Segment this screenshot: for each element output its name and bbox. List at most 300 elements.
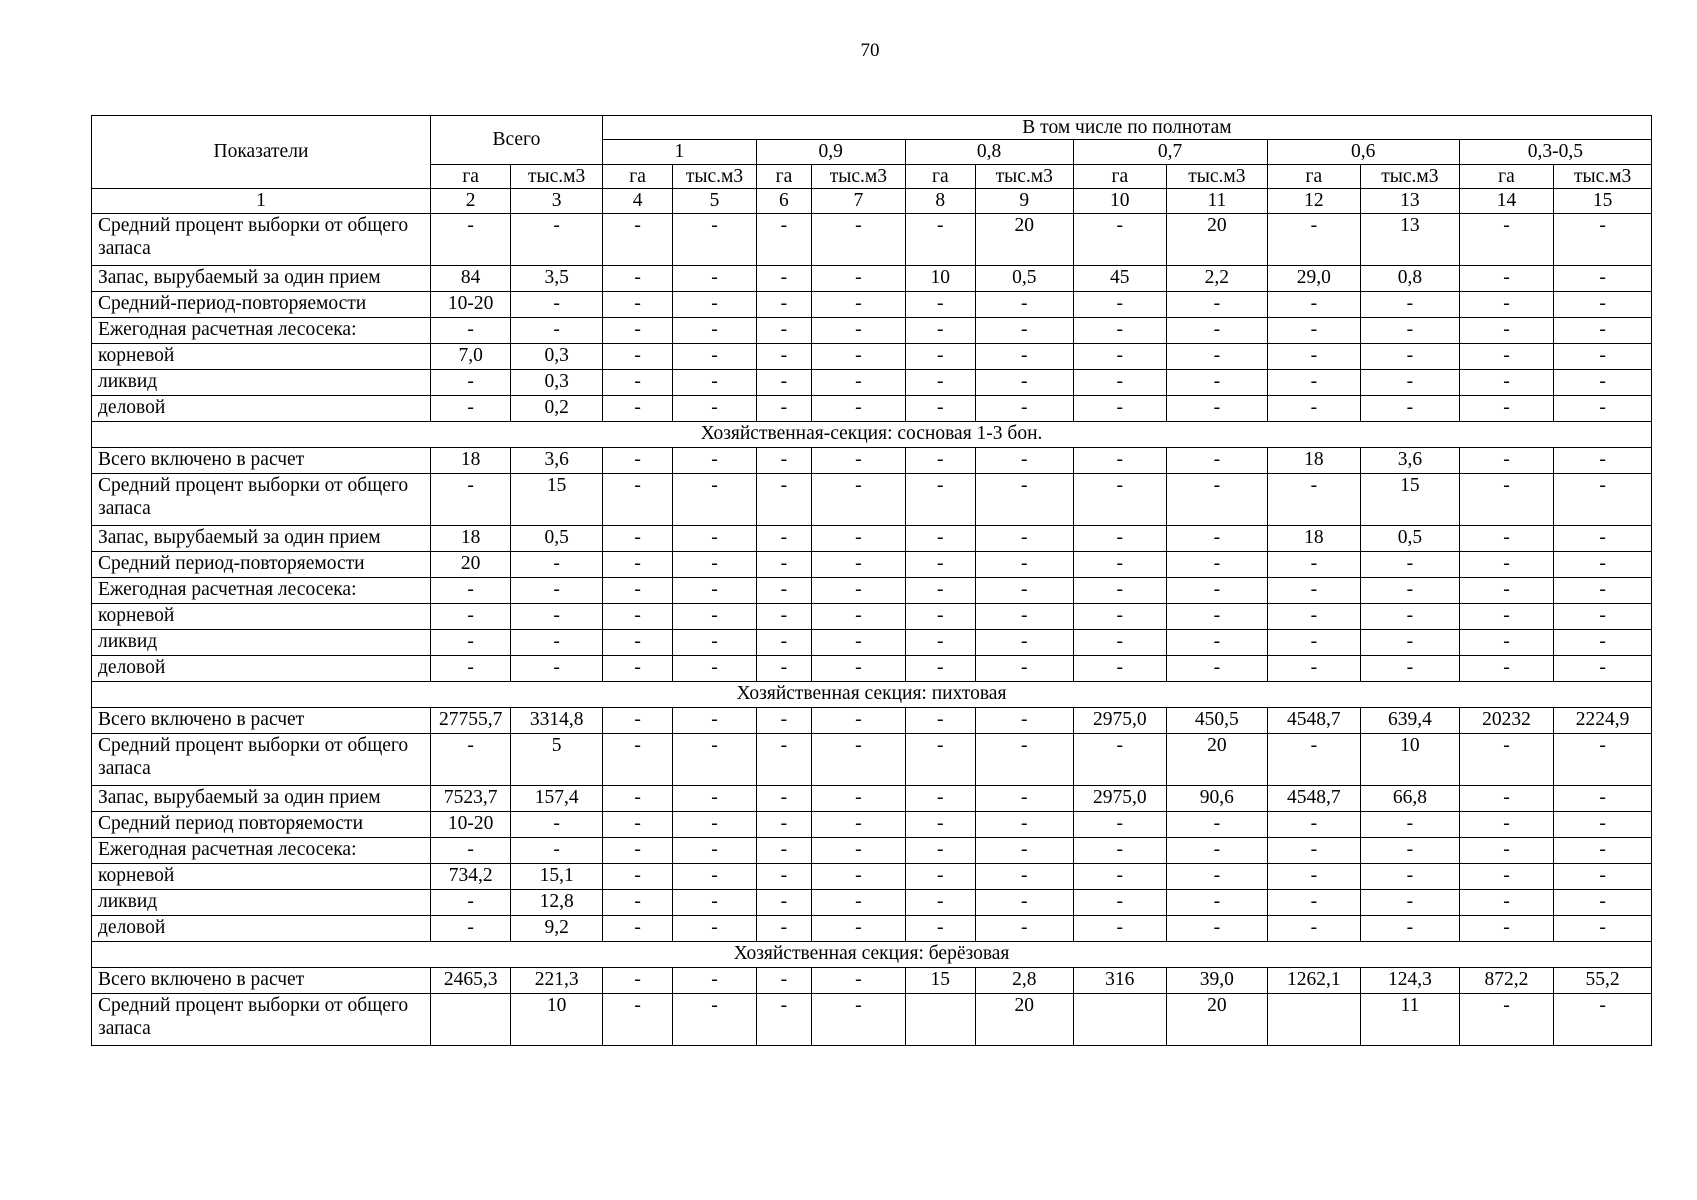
- table-cell: -: [1554, 733, 1652, 785]
- table-cell: -: [905, 811, 975, 837]
- table-cell: [905, 993, 975, 1045]
- table-cell: -: [1554, 655, 1652, 681]
- table-cell: 639,4: [1361, 707, 1460, 733]
- table-cell: -: [1073, 629, 1167, 655]
- table-cell: -: [905, 213, 975, 265]
- table-cell: -: [812, 317, 906, 343]
- table-cell: -: [905, 837, 975, 863]
- table-cell: 20: [975, 213, 1073, 265]
- table-cell: 15: [511, 473, 603, 525]
- table-cell: -: [1167, 343, 1268, 369]
- table-cell: 221,3: [511, 967, 603, 993]
- table-cell: -: [602, 343, 672, 369]
- table-cell: -: [812, 655, 906, 681]
- table-cell: -: [1459, 629, 1554, 655]
- table-cell: -: [1073, 811, 1167, 837]
- row-label: Запас, вырубаемый за один прием: [92, 785, 431, 811]
- table-cell: -: [1459, 863, 1554, 889]
- table-cell: 29,0: [1267, 265, 1361, 291]
- table-cell: -: [756, 863, 811, 889]
- table-cell: -: [905, 707, 975, 733]
- table-cell: 2465,3: [430, 967, 510, 993]
- table-cell: -: [1167, 837, 1268, 863]
- table-cell: -: [975, 655, 1073, 681]
- table-cell: -: [1267, 291, 1361, 317]
- table-row: [92, 811, 1652, 837]
- table-cell: -: [1267, 369, 1361, 395]
- table-cell: -: [1267, 551, 1361, 577]
- table-cell: -: [511, 603, 603, 629]
- table-cell: -: [1459, 291, 1554, 317]
- table-cell: 15,1: [511, 863, 603, 889]
- table-cell: -: [1267, 889, 1361, 915]
- table-cell: -: [602, 707, 672, 733]
- column-number: 8: [905, 189, 975, 213]
- table-cell: -: [1167, 655, 1268, 681]
- table-cell: -: [1459, 265, 1554, 291]
- table-cell: -: [905, 733, 975, 785]
- table-cell: -: [812, 343, 906, 369]
- column-number: 7: [812, 189, 906, 213]
- table-cell: -: [975, 395, 1073, 421]
- table-cell: -: [1361, 915, 1460, 941]
- table-cell: -: [756, 889, 811, 915]
- row-label: Средний период повторяемости: [92, 811, 431, 837]
- table-row: [92, 447, 1652, 473]
- table-cell: -: [812, 369, 906, 395]
- table-cell: -: [756, 473, 811, 525]
- table-cell: -: [1167, 369, 1268, 395]
- row-label: Всего включено в расчет: [92, 967, 431, 993]
- table-cell: -: [511, 317, 603, 343]
- table-cell: -: [673, 733, 756, 785]
- table-row: [92, 317, 1652, 343]
- table-cell: -: [756, 551, 811, 577]
- table-cell: -: [1073, 863, 1167, 889]
- unit-header: тыс.м3: [511, 164, 603, 188]
- table-cell: -: [430, 837, 510, 863]
- table-cell: -: [602, 655, 672, 681]
- row-label: Ежегодная расчетная лесосека:: [92, 317, 431, 343]
- table-cell: -: [430, 603, 510, 629]
- table-cell: -: [1267, 603, 1361, 629]
- table-cell: -: [1554, 603, 1652, 629]
- unit-header: га: [1459, 164, 1554, 188]
- table-cell: 0,2: [511, 395, 603, 421]
- table-cell: -: [602, 525, 672, 551]
- table-row: [92, 577, 1652, 603]
- table-cell: -: [1073, 655, 1167, 681]
- table-cell: -: [1554, 395, 1652, 421]
- table-cell: -: [1167, 473, 1268, 525]
- table-cell: -: [1459, 889, 1554, 915]
- table-cell: -: [1267, 811, 1361, 837]
- table-row: [92, 655, 1652, 681]
- table-cell: -: [430, 629, 510, 655]
- row-label: Средний-период-повторяемости: [92, 291, 431, 317]
- table-cell: -: [812, 889, 906, 915]
- table-row: [92, 525, 1652, 551]
- table-cell: -: [673, 291, 756, 317]
- table-cell: -: [602, 785, 672, 811]
- table-cell: -: [1361, 811, 1460, 837]
- table-cell: -: [673, 993, 756, 1045]
- row-label: корневой: [92, 603, 431, 629]
- table-cell: -: [1554, 551, 1652, 577]
- column-number-row: [92, 189, 1652, 213]
- table-row: [92, 213, 1652, 265]
- table-cell: -: [905, 343, 975, 369]
- table-cell: -: [1459, 655, 1554, 681]
- table-cell: -: [673, 863, 756, 889]
- density-header: 0,9: [756, 140, 905, 164]
- table-cell: -: [673, 785, 756, 811]
- table-cell: -: [1554, 343, 1652, 369]
- table-cell: -: [1267, 863, 1361, 889]
- table-cell: -: [673, 655, 756, 681]
- row-label: Средний процент выборки от общего запаса: [92, 473, 431, 525]
- row-label: корневой: [92, 863, 431, 889]
- table-cell: 20: [1167, 213, 1268, 265]
- section-header-row: [92, 681, 1652, 707]
- table-cell: -: [1554, 629, 1652, 655]
- table-cell: -: [1167, 915, 1268, 941]
- table-cell: -: [1459, 213, 1554, 265]
- unit-header: га: [905, 164, 975, 188]
- unit-header: тыс.м3: [1167, 164, 1268, 188]
- table-cell: -: [975, 811, 1073, 837]
- unit-header: га: [602, 164, 672, 188]
- table-cell: -: [1361, 369, 1460, 395]
- table-cell: -: [1073, 213, 1167, 265]
- table-cell: -: [975, 603, 1073, 629]
- table-cell: -: [1267, 473, 1361, 525]
- table-cell: 0,5: [975, 265, 1073, 291]
- forest-indicators-table: [91, 115, 1652, 1046]
- table-cell: 7523,7: [430, 785, 510, 811]
- table-cell: -: [812, 785, 906, 811]
- row-label: Ежегодная расчетная лесосека:: [92, 837, 431, 863]
- column-number: 3: [511, 189, 603, 213]
- table-cell: -: [1167, 291, 1268, 317]
- section-header-row: [92, 941, 1652, 967]
- table-cell: 5: [511, 733, 603, 785]
- table-cell: -: [1361, 577, 1460, 603]
- table-cell: -: [1073, 733, 1167, 785]
- table-cell: -: [511, 655, 603, 681]
- table-cell: -: [1459, 733, 1554, 785]
- table-cell: 0,3: [511, 369, 603, 395]
- density-header: 0,3-0,5: [1459, 140, 1651, 164]
- table-cell: 3,6: [511, 447, 603, 473]
- table-cell: -: [1459, 369, 1554, 395]
- table-cell: -: [756, 447, 811, 473]
- table-cell: -: [1459, 993, 1554, 1045]
- row-label: Средний процент выборки от общего запаса: [92, 733, 431, 785]
- table-cell: -: [812, 967, 906, 993]
- table-cell: -: [673, 525, 756, 551]
- table-cell: -: [430, 213, 510, 265]
- table-cell: -: [756, 733, 811, 785]
- table-cell: 2975,0: [1073, 785, 1167, 811]
- table-cell: -: [812, 915, 906, 941]
- table-cell: -: [975, 863, 1073, 889]
- table-row: [92, 863, 1652, 889]
- table-cell: -: [975, 707, 1073, 733]
- table-cell: [430, 993, 510, 1045]
- table-cell: [1267, 993, 1361, 1045]
- table-cell: 0,5: [1361, 525, 1460, 551]
- table-cell: -: [1073, 447, 1167, 473]
- table-cell: -: [1459, 343, 1554, 369]
- row-label: деловой: [92, 915, 431, 941]
- unit-header: га: [430, 164, 510, 188]
- table-cell: -: [812, 265, 906, 291]
- table-cell: -: [1167, 863, 1268, 889]
- table-cell: -: [975, 551, 1073, 577]
- table-cell: -: [905, 915, 975, 941]
- table-row: [92, 733, 1652, 785]
- table-cell: -: [756, 707, 811, 733]
- table-cell: -: [1459, 577, 1554, 603]
- table-cell: -: [756, 291, 811, 317]
- table-cell: -: [602, 837, 672, 863]
- table-cell: -: [1361, 291, 1460, 317]
- table-cell: -: [975, 317, 1073, 343]
- table-cell: -: [430, 733, 510, 785]
- table-row: [92, 707, 1652, 733]
- table-cell: -: [673, 213, 756, 265]
- table-cell: -: [1073, 551, 1167, 577]
- table-cell: -: [975, 915, 1073, 941]
- table-cell: -: [602, 551, 672, 577]
- row-label: корневой: [92, 343, 431, 369]
- table-cell: -: [511, 629, 603, 655]
- row-label: ликвид: [92, 629, 431, 655]
- table-cell: 9,2: [511, 915, 603, 941]
- table-cell: -: [756, 655, 811, 681]
- table-cell: -: [602, 395, 672, 421]
- table-cell: -: [1459, 785, 1554, 811]
- table-cell: -: [1073, 473, 1167, 525]
- column-number: 11: [1167, 189, 1268, 213]
- table-cell: 18: [430, 447, 510, 473]
- table-cell: -: [430, 369, 510, 395]
- table-cell: -: [673, 811, 756, 837]
- table-cell: 15: [905, 967, 975, 993]
- table-cell: -: [1459, 395, 1554, 421]
- table-cell: -: [905, 603, 975, 629]
- table-cell: -: [1073, 317, 1167, 343]
- table-cell: -: [673, 369, 756, 395]
- table-cell: -: [1554, 525, 1652, 551]
- section-title: Хозяйственная-секция: сосновая 1-3 бон.: [92, 421, 1652, 447]
- table-cell: 10: [1361, 733, 1460, 785]
- unit-header: тыс.м3: [975, 164, 1073, 188]
- column-number: 6: [756, 189, 811, 213]
- table-cell: 3314,8: [511, 707, 603, 733]
- table-cell: -: [602, 603, 672, 629]
- table-cell: 0,3: [511, 343, 603, 369]
- table-cell: -: [673, 889, 756, 915]
- table-cell: 157,4: [511, 785, 603, 811]
- indicators-header: Показатели: [92, 116, 431, 189]
- table-cell: -: [756, 915, 811, 941]
- table-row: [92, 785, 1652, 811]
- table-cell: -: [602, 889, 672, 915]
- table-cell: -: [1267, 395, 1361, 421]
- table-cell: 316: [1073, 967, 1167, 993]
- table-cell: -: [756, 967, 811, 993]
- section-header-row: [92, 421, 1652, 447]
- table-cell: -: [673, 343, 756, 369]
- table-cell: -: [1554, 265, 1652, 291]
- table-cell: -: [1167, 603, 1268, 629]
- table-cell: -: [1167, 447, 1268, 473]
- table-cell: 10-20: [430, 811, 510, 837]
- table-cell: -: [1167, 317, 1268, 343]
- page-number: 70: [860, 40, 880, 61]
- table-cell: -: [430, 889, 510, 915]
- table-cell: -: [1554, 317, 1652, 343]
- table-cell: -: [975, 889, 1073, 915]
- table-cell: 12,8: [511, 889, 603, 915]
- table-cell: -: [1167, 395, 1268, 421]
- table-cell: -: [756, 213, 811, 265]
- table-cell: -: [1073, 525, 1167, 551]
- table-body: [92, 213, 1652, 1045]
- table-cell: -: [1167, 889, 1268, 915]
- table-cell: 872,2: [1459, 967, 1554, 993]
- table-cell: -: [1073, 577, 1167, 603]
- table-cell: 20: [430, 551, 510, 577]
- table-cell: 39,0: [1167, 967, 1268, 993]
- table-cell: -: [812, 213, 906, 265]
- table-cell: -: [756, 317, 811, 343]
- table-cell: -: [673, 447, 756, 473]
- table-cell: -: [1459, 317, 1554, 343]
- row-label: Всего включено в расчет: [92, 447, 431, 473]
- table-cell: -: [1554, 811, 1652, 837]
- table-cell: -: [1459, 447, 1554, 473]
- table-cell: -: [1554, 863, 1652, 889]
- table-cell: -: [975, 447, 1073, 473]
- table-cell: -: [812, 603, 906, 629]
- table-cell: -: [905, 395, 975, 421]
- table-row: [92, 837, 1652, 863]
- section-title: Хозяйственная секция: берёзовая: [92, 941, 1652, 967]
- table-cell: 66,8: [1361, 785, 1460, 811]
- table-cell: -: [812, 525, 906, 551]
- table-cell: -: [1554, 473, 1652, 525]
- table-cell: -: [905, 369, 975, 395]
- table-cell: -: [1267, 317, 1361, 343]
- table-cell: -: [1554, 447, 1652, 473]
- table-cell: -: [975, 577, 1073, 603]
- table-cell: -: [1361, 863, 1460, 889]
- table-cell: -: [1267, 577, 1361, 603]
- table-cell: -: [975, 343, 1073, 369]
- column-number: 14: [1459, 189, 1554, 213]
- table-cell: -: [1073, 343, 1167, 369]
- table-cell: -: [756, 369, 811, 395]
- table-cell: -: [812, 707, 906, 733]
- table-cell: -: [430, 473, 510, 525]
- table-cell: -: [812, 395, 906, 421]
- table-cell: -: [1554, 785, 1652, 811]
- table-cell: 734,2: [430, 863, 510, 889]
- table-cell: -: [975, 837, 1073, 863]
- table-cell: -: [756, 993, 811, 1045]
- table-cell: 13: [1361, 213, 1460, 265]
- table-cell: -: [1554, 369, 1652, 395]
- table-cell: -: [1554, 915, 1652, 941]
- table-cell: -: [1361, 551, 1460, 577]
- table-cell: -: [602, 317, 672, 343]
- column-number: 1: [92, 189, 431, 213]
- table-cell: -: [602, 629, 672, 655]
- table-cell: -: [1361, 317, 1460, 343]
- table-cell: 1262,1: [1267, 967, 1361, 993]
- table-cell: 0,8: [1361, 265, 1460, 291]
- table-cell: -: [1267, 655, 1361, 681]
- table-cell: -: [905, 655, 975, 681]
- table-cell: -: [602, 863, 672, 889]
- table-cell: -: [602, 213, 672, 265]
- table-cell: -: [905, 577, 975, 603]
- table-cell: 18: [430, 525, 510, 551]
- row-label: Запас, вырубаемый за один прием: [92, 525, 431, 551]
- table-cell: -: [756, 577, 811, 603]
- table-cell: -: [975, 369, 1073, 395]
- table-cell: 11: [1361, 993, 1460, 1045]
- density-header: 1: [602, 140, 756, 164]
- table-cell: -: [511, 291, 603, 317]
- table-cell: -: [756, 525, 811, 551]
- table-cell: -: [756, 265, 811, 291]
- table-row: [92, 915, 1652, 941]
- table-cell: -: [511, 551, 603, 577]
- table-cell: -: [1554, 213, 1652, 265]
- row-label: Ежегодная расчетная лесосека:: [92, 577, 431, 603]
- table-cell: 84: [430, 265, 510, 291]
- table-cell: 3,6: [1361, 447, 1460, 473]
- table-cell: -: [905, 863, 975, 889]
- table-cell: -: [1267, 837, 1361, 863]
- table-cell: -: [511, 577, 603, 603]
- table-cell: -: [812, 473, 906, 525]
- table-cell: -: [812, 733, 906, 785]
- table-cell: -: [1167, 811, 1268, 837]
- table-cell: 27755,7: [430, 707, 510, 733]
- table-cell: -: [1361, 343, 1460, 369]
- table-cell: 7,0: [430, 343, 510, 369]
- table-cell: -: [756, 343, 811, 369]
- table-row: [92, 967, 1652, 993]
- table-cell: [1073, 993, 1167, 1045]
- table-cell: -: [1267, 343, 1361, 369]
- table-cell: 55,2: [1554, 967, 1652, 993]
- table-cell: -: [1554, 889, 1652, 915]
- column-number: 10: [1073, 189, 1167, 213]
- table-cell: -: [673, 265, 756, 291]
- table-cell: 20: [975, 993, 1073, 1045]
- table-cell: -: [1459, 915, 1554, 941]
- table-cell: -: [673, 707, 756, 733]
- table-cell: -: [756, 785, 811, 811]
- table-cell: -: [430, 655, 510, 681]
- table-cell: -: [756, 837, 811, 863]
